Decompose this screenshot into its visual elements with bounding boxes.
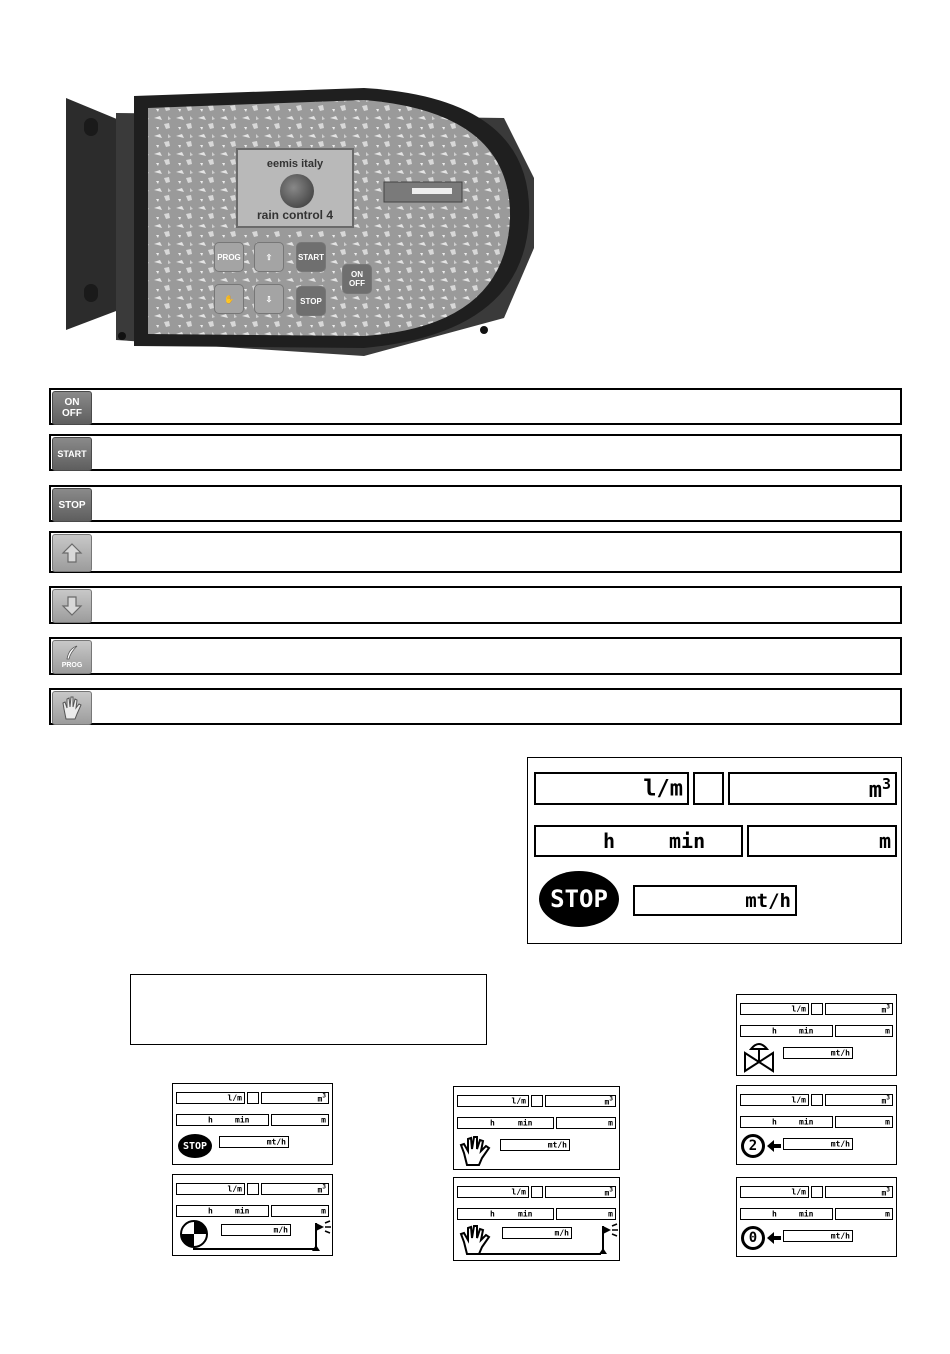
speed-unit: mt/h bbox=[745, 889, 791, 912]
hand-icon bbox=[60, 695, 84, 721]
legend-row-manual bbox=[49, 688, 902, 725]
time-field bbox=[176, 1205, 269, 1217]
arrow-down-icon: ⇩ bbox=[265, 294, 273, 304]
speed-unit: mt/h bbox=[830, 1139, 850, 1149]
lcd-screen-valve bbox=[736, 994, 897, 1076]
stop-status-icon bbox=[539, 871, 619, 927]
speed-field bbox=[633, 885, 797, 916]
hours-unit: h bbox=[772, 1209, 777, 1219]
prog-label: PROG bbox=[61, 662, 83, 669]
distance-field bbox=[556, 1117, 616, 1129]
controller-lcd bbox=[236, 148, 354, 228]
lcd-screen-manual bbox=[453, 1086, 620, 1170]
sprinkler-icon bbox=[597, 1222, 619, 1256]
flow-rate-field bbox=[740, 1094, 809, 1106]
globe-logo-icon bbox=[280, 174, 314, 208]
distance-unit: m bbox=[878, 829, 891, 853]
program-number: 2 bbox=[748, 1138, 758, 1154]
speed-field bbox=[221, 1224, 291, 1236]
hose-line-icon bbox=[474, 1248, 601, 1260]
arrow-up-icon bbox=[61, 542, 83, 564]
indicator-field bbox=[531, 1095, 543, 1107]
empty-text-box bbox=[130, 974, 487, 1045]
flow-rate-field bbox=[457, 1186, 529, 1198]
minutes-unit: min bbox=[235, 1206, 250, 1216]
time-field bbox=[740, 1025, 833, 1037]
volume-field bbox=[825, 1186, 893, 1198]
hand-key-icon bbox=[52, 691, 92, 725]
legend-row-stop bbox=[49, 485, 902, 522]
speed-unit: mt/h bbox=[547, 1140, 567, 1150]
speed-field bbox=[500, 1139, 570, 1151]
time-field bbox=[457, 1117, 554, 1129]
device-prog-label: PROG bbox=[217, 252, 241, 262]
volume-field bbox=[825, 1094, 893, 1106]
minutes-unit: min bbox=[669, 829, 706, 853]
distance-unit: m bbox=[885, 1209, 890, 1219]
hose-line-icon bbox=[193, 1243, 314, 1255]
minutes-unit: min bbox=[235, 1115, 250, 1125]
indicator-field bbox=[247, 1183, 259, 1195]
distance-field bbox=[271, 1205, 329, 1217]
device-manual-key[interactable] bbox=[214, 284, 244, 314]
hours-unit: h bbox=[603, 829, 616, 853]
program-number: 0 bbox=[748, 1230, 758, 1246]
hand-icon bbox=[458, 1135, 492, 1167]
arrow-up-icon: ⇧ bbox=[265, 252, 273, 262]
lcd-screen-program-2 bbox=[736, 1085, 897, 1165]
volume-unit: $m^3$ bbox=[881, 1094, 890, 1106]
flow-unit: l/m bbox=[511, 1187, 526, 1197]
volume-unit: $m^3$ bbox=[317, 1092, 326, 1104]
indicator-field bbox=[693, 772, 724, 805]
off-label: OFF bbox=[62, 408, 82, 419]
distance-field bbox=[271, 1114, 329, 1126]
flow-unit: l/m bbox=[791, 1095, 806, 1105]
device-stop-label: STOP bbox=[300, 296, 322, 306]
speed-unit: mt/h bbox=[830, 1231, 850, 1241]
distance-field bbox=[556, 1208, 616, 1220]
legend-row-up bbox=[49, 531, 902, 573]
flow-unit: l/m bbox=[643, 776, 683, 801]
distance-unit: m bbox=[321, 1206, 326, 1216]
distance-field bbox=[835, 1208, 893, 1220]
volume-unit: $m^3$ bbox=[881, 1003, 890, 1015]
device-onoff-key[interactable] bbox=[342, 264, 372, 294]
flow-rate-field bbox=[457, 1095, 529, 1107]
controller-photo bbox=[64, 78, 534, 360]
distance-unit: m bbox=[885, 1117, 890, 1127]
distance-unit: m bbox=[608, 1118, 613, 1128]
number-2-icon bbox=[741, 1134, 765, 1158]
lcd-main-screen bbox=[527, 757, 902, 944]
quill-icon bbox=[63, 644, 81, 662]
volume-unit: $m^3$ bbox=[868, 774, 891, 803]
minutes-unit: min bbox=[799, 1117, 814, 1127]
volume-unit: $m^3$ bbox=[881, 1186, 890, 1198]
speed-unit: m/h bbox=[554, 1228, 569, 1238]
lcd-screen-manual-running bbox=[453, 1177, 620, 1261]
controller-model: rain control 4 bbox=[256, 208, 333, 222]
speed-field bbox=[502, 1227, 572, 1239]
stop-status-label: STOP bbox=[182, 1140, 208, 1152]
lcd-screen-program-0 bbox=[736, 1177, 897, 1257]
volume-field bbox=[261, 1092, 329, 1104]
legend-row-down bbox=[49, 586, 902, 624]
distance-field bbox=[835, 1116, 893, 1128]
indicator-field bbox=[811, 1003, 823, 1015]
speed-field bbox=[783, 1138, 853, 1150]
arrow-up-key-icon bbox=[52, 534, 92, 572]
speed-field bbox=[783, 1047, 853, 1059]
time-field bbox=[457, 1208, 554, 1220]
device-start-key[interactable] bbox=[296, 242, 326, 272]
on-label: ON bbox=[64, 397, 80, 408]
flow-unit: l/m bbox=[227, 1184, 242, 1194]
indicator-field bbox=[247, 1092, 259, 1104]
lcd-screen-stop bbox=[172, 1083, 333, 1165]
indicator-field bbox=[811, 1094, 823, 1106]
hours-unit: h bbox=[772, 1026, 777, 1036]
legend-row-prog bbox=[49, 637, 902, 675]
indicator-field bbox=[531, 1186, 543, 1198]
flow-unit: l/m bbox=[791, 1004, 806, 1014]
distance-field bbox=[835, 1025, 893, 1037]
legend-row-start bbox=[49, 434, 902, 471]
time-field bbox=[176, 1114, 269, 1126]
arrow-down-icon bbox=[61, 595, 83, 617]
device-off-label: OFF bbox=[349, 279, 365, 288]
stop-status-label: STOP bbox=[550, 885, 608, 913]
stop-status-icon bbox=[178, 1134, 212, 1158]
time-field bbox=[534, 825, 743, 857]
time-field bbox=[740, 1116, 833, 1128]
stop-key-icon bbox=[52, 488, 92, 522]
flow-rate-field bbox=[740, 1003, 809, 1015]
legend-row-onoff bbox=[49, 388, 902, 425]
speed-field bbox=[783, 1230, 853, 1242]
device-start-label: START bbox=[297, 252, 325, 262]
speed-unit: m/h bbox=[273, 1225, 288, 1235]
minutes-unit: min bbox=[799, 1026, 814, 1036]
device-up-key[interactable] bbox=[254, 242, 284, 272]
prog-key-icon bbox=[52, 640, 92, 674]
device-down-key[interactable] bbox=[254, 284, 284, 314]
flow-unit: l/m bbox=[227, 1093, 242, 1103]
distance-unit: m bbox=[885, 1026, 890, 1036]
minutes-unit: min bbox=[518, 1118, 533, 1128]
arrow-down-key-icon bbox=[52, 589, 92, 623]
arrow-left-icon bbox=[767, 1232, 781, 1244]
device-stop-key[interactable] bbox=[296, 286, 326, 316]
arrow-left-icon bbox=[767, 1140, 781, 1152]
hand-icon: ✋ bbox=[224, 294, 234, 304]
indicator-field bbox=[811, 1186, 823, 1198]
volume-field bbox=[545, 1095, 616, 1107]
controller-brand: eemis italy bbox=[266, 158, 324, 170]
distance-unit: m bbox=[321, 1115, 326, 1125]
number-0-icon bbox=[741, 1226, 765, 1250]
hours-unit: h bbox=[772, 1117, 777, 1127]
lcd-screen-auto-running bbox=[172, 1174, 333, 1256]
flow-unit: l/m bbox=[511, 1096, 526, 1106]
flow-rate-field bbox=[176, 1183, 245, 1195]
start-label: START bbox=[57, 448, 87, 459]
hours-unit: h bbox=[208, 1206, 213, 1216]
speed-field bbox=[219, 1136, 289, 1148]
speed-unit: mt/h bbox=[266, 1137, 286, 1147]
stop-label: STOP bbox=[58, 499, 86, 511]
flow-rate-field bbox=[176, 1092, 245, 1104]
distance-field bbox=[747, 825, 897, 857]
hours-unit: h bbox=[490, 1118, 495, 1128]
volume-unit: $m^3$ bbox=[604, 1095, 613, 1107]
on-off-key-icon bbox=[52, 391, 92, 425]
volume-field bbox=[825, 1003, 893, 1015]
flow-rate-field bbox=[740, 1186, 809, 1198]
distance-unit: m bbox=[608, 1209, 613, 1219]
time-field bbox=[740, 1208, 833, 1220]
valve-icon bbox=[741, 1041, 777, 1073]
minutes-unit: min bbox=[518, 1209, 533, 1219]
minutes-unit: min bbox=[799, 1209, 814, 1219]
flow-rate-field bbox=[534, 772, 689, 805]
hours-unit: h bbox=[208, 1115, 213, 1125]
volume-field bbox=[728, 772, 897, 805]
volume-field bbox=[545, 1186, 616, 1198]
sprinkler-icon bbox=[310, 1219, 332, 1253]
speed-unit: mt/h bbox=[830, 1048, 850, 1058]
volume-field bbox=[261, 1183, 329, 1195]
volume-unit: $m^3$ bbox=[317, 1183, 326, 1195]
device-prog-key[interactable] bbox=[214, 242, 244, 272]
device-on-label: ON bbox=[351, 270, 363, 279]
start-key-icon bbox=[52, 437, 92, 471]
volume-unit: $m^3$ bbox=[604, 1186, 613, 1198]
flow-unit: l/m bbox=[791, 1187, 806, 1197]
hours-unit: h bbox=[490, 1209, 495, 1219]
